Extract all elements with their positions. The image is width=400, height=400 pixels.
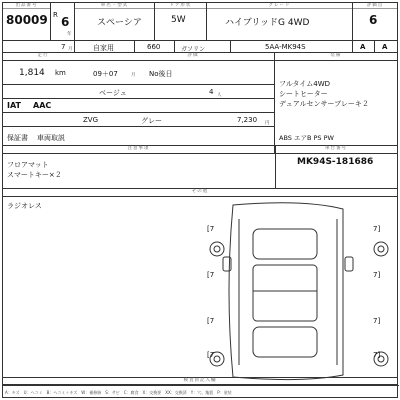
no-after: No後日 (149, 70, 173, 78)
legend-text: A：キズ U：ヘコミ B：ヘコミ＋キズ W：補修跡 S：サビ C：腐食 X：交換要 XX：交換済 Y：穴、亀裂 P：塗装 (5, 390, 232, 395)
chassis-header: 車台番号 (325, 146, 347, 151)
model-name: スペーシア (97, 18, 142, 28)
records: 車両取説 (37, 134, 65, 142)
mileage-header: 走行 (37, 53, 49, 58)
fuel-cell (175, 41, 231, 52)
color-code: ZVG (83, 116, 99, 124)
equipment-block (275, 53, 397, 145)
chassis-number: MK94S-181686 (297, 157, 374, 167)
accessory-1: フロアマット (7, 161, 49, 169)
maker-header: 車名・型式 (100, 3, 129, 8)
interior-grade-cell (353, 41, 375, 52)
notes-header-row (3, 146, 275, 154)
score: 6 (369, 13, 378, 27)
fuel: ガソリン (181, 46, 206, 52)
remarks-header: その他 (191, 189, 209, 194)
equipment-header-row (275, 53, 397, 61)
lot-header: 出品番号 (15, 3, 38, 8)
mark-value: 7 (209, 271, 215, 279)
equipment-abbrev: ABS エアB PS PW (279, 134, 334, 142)
lot-number: 80009 (6, 13, 48, 27)
grade-header: グレード (268, 3, 291, 8)
score-cell (353, 3, 397, 40)
year: 6 (61, 15, 70, 29)
equipment-item-1: フルタイム4WD (279, 80, 331, 88)
mark-value: 7 (373, 317, 378, 325)
model-code: 5AA-MK94S (265, 43, 306, 51)
displacement-cell (135, 41, 175, 52)
mark-value: 7 (373, 225, 378, 233)
year-cell (51, 3, 75, 40)
notes-header: 注意事項 (127, 146, 150, 151)
interior-grade: A (360, 43, 366, 51)
month: 7 (61, 43, 66, 51)
year-suffix: 年 (67, 32, 72, 37)
mark-mid-left-2: [7 (207, 317, 215, 325)
transmission-row (3, 99, 274, 113)
lot-cell (3, 3, 51, 40)
warranty-row (3, 127, 274, 145)
car-diagram (3, 199, 399, 385)
evaluation-header: 評価 (187, 53, 199, 58)
mark-rear-right: 7] (373, 351, 381, 359)
color: ベージュ (99, 89, 127, 97)
tax-unit: 円 (265, 121, 270, 126)
inspector-header: 検査員記入欄 (183, 378, 217, 383)
usage: 自家用 (93, 44, 114, 52)
usage-cell (75, 41, 135, 52)
capacity-unit: 人 (217, 93, 222, 98)
mark-mid-right-2: 7] (373, 317, 381, 325)
transmission: IAT (7, 101, 22, 110)
doors-cell (155, 3, 207, 40)
accessories-block (3, 145, 397, 189)
inspector-row (3, 377, 397, 385)
model-cell (75, 3, 155, 40)
capacity: 4 (209, 88, 214, 96)
legend-footer (3, 385, 399, 399)
grade-cell (207, 3, 353, 40)
equipment-item-2: シートヒーター (279, 90, 328, 98)
exterior-grade-cell (375, 41, 397, 52)
mark-rear-left: [7 (207, 351, 215, 359)
model-code-cell (231, 41, 353, 52)
mark-mid-left-1: [7 (207, 271, 215, 279)
month-suffix: 月 (68, 47, 73, 52)
notes-text: ラジオレス (7, 202, 42, 210)
accessory-2: スマートキー×２ (7, 171, 62, 179)
chassis-header-row (275, 146, 397, 154)
mark-value: 7 (209, 351, 215, 359)
mark-value: 7 (209, 317, 215, 325)
equipment-header: 装備 (330, 53, 342, 58)
title-row (3, 3, 397, 41)
month-cell (51, 41, 75, 52)
color-code-row (3, 113, 274, 127)
exterior-grade: A (382, 43, 388, 51)
mileage-row (3, 61, 274, 85)
spec-row (3, 41, 397, 53)
era: R (53, 11, 58, 19)
auction-sheet (2, 2, 398, 398)
inspection-date: 09＋07 (93, 70, 118, 78)
mileage: 1,814 (19, 68, 45, 78)
remarks-header-row (3, 189, 397, 197)
details-header-row (3, 53, 274, 61)
warranty: 保証書 (7, 134, 28, 142)
aircon: AAC (33, 101, 52, 110)
mark-value: 7 (373, 271, 378, 279)
mark-value: 7 (373, 351, 378, 359)
doors-header: ドア形状 (169, 3, 192, 8)
car-outline-icon (3, 199, 397, 385)
mileage-unit: km (55, 69, 66, 77)
tax-amount: 7,230 (237, 116, 258, 124)
mark-value: 7 (209, 225, 215, 233)
equipment-item-3: デュアルセンサーブレーキ２ (279, 100, 369, 108)
details-block (3, 53, 275, 145)
score-header: 評価点 (366, 3, 384, 8)
mark-front-left: [7 (207, 225, 215, 233)
inspection-label: 月 (131, 73, 136, 78)
mark-mid-right-1: 7] (373, 271, 381, 279)
color-row (3, 85, 274, 99)
grade: ハイブリッドG 4WD (225, 18, 310, 28)
color-name: グレー (141, 117, 162, 125)
displacement: 660 (147, 43, 161, 51)
doors: 5W (171, 15, 186, 25)
mark-front-right: 7] (373, 225, 381, 233)
